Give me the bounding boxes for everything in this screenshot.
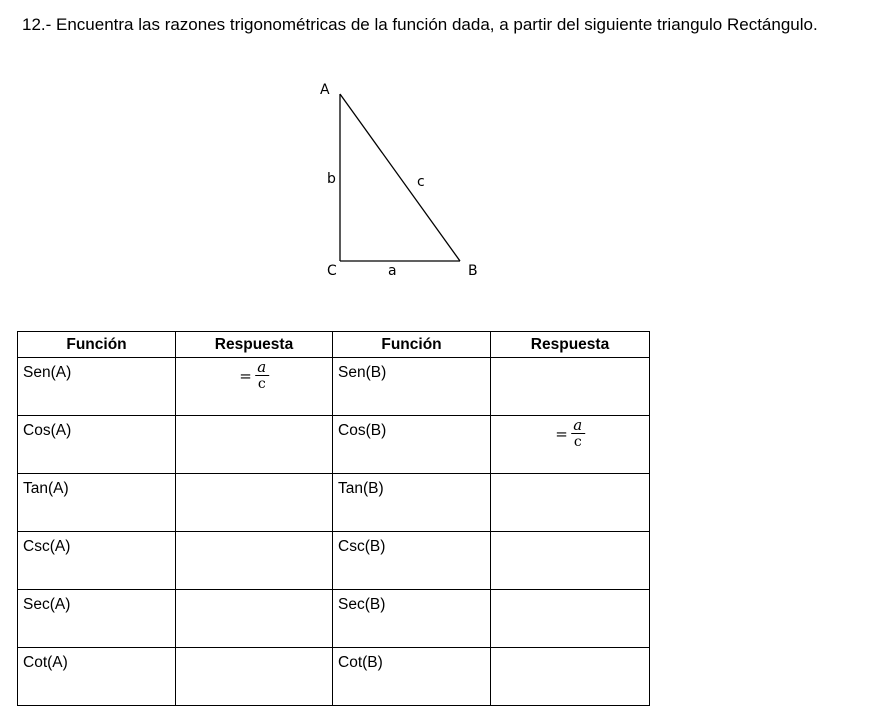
- table-row: [18, 358, 650, 416]
- vertex-c-label: C: [327, 263, 337, 279]
- function-cell-cot-b: Cot(B): [333, 648, 491, 706]
- function-cell-sec-b: Sec(B): [333, 590, 491, 648]
- side-c-label: c: [417, 174, 425, 190]
- equals-sign: =: [239, 367, 252, 385]
- function-cell-cos-a: Cos(A): [18, 416, 176, 474]
- table-row: [18, 532, 650, 590]
- header-funcion-b: Función: [333, 332, 491, 358]
- function-cell-tan-b: Tan(B): [333, 474, 491, 532]
- table-header-row: [18, 332, 650, 358]
- fraction: [571, 417, 585, 450]
- fraction-numerator: a: [573, 416, 583, 434]
- fraction-answer: [239, 359, 269, 392]
- function-cell-sen-a: Sen(A): [18, 358, 176, 416]
- answer-cell-tan-a[interactable]: [176, 474, 333, 532]
- right-triangle-figure: [300, 75, 500, 285]
- function-cell-sec-a: Sec(A): [18, 590, 176, 648]
- equals-sign: =: [555, 425, 568, 443]
- answer-cell-cot-a[interactable]: [176, 648, 333, 706]
- function-cell-cos-b: Cos(B): [333, 416, 491, 474]
- answer-cell-sec-a[interactable]: [176, 590, 333, 648]
- side-a-label: a: [388, 263, 397, 279]
- fraction-numerator: a: [257, 358, 267, 376]
- table-row: [18, 416, 650, 474]
- answer-cell-sen-b[interactable]: [491, 358, 650, 416]
- table-row: [18, 648, 650, 706]
- side-c-line: [340, 94, 460, 261]
- answer-cell-cos-a[interactable]: [176, 416, 333, 474]
- fraction-denominator: c: [257, 376, 266, 392]
- trig-ratios-table: [17, 331, 650, 706]
- vertex-b-label: B: [468, 263, 478, 279]
- function-cell-cot-a: Cot(A): [18, 648, 176, 706]
- right-triangle-diagram: [300, 75, 500, 285]
- header-funcion-a: Función: [18, 332, 176, 358]
- answer-cell-sen-a[interactable]: [176, 358, 333, 416]
- header-respuesta-b: Respuesta: [491, 332, 650, 358]
- function-cell-csc-b: Csc(B): [333, 532, 491, 590]
- function-cell-tan-a: Tan(A): [18, 474, 176, 532]
- answer-cell-sec-b[interactable]: [491, 590, 650, 648]
- answer-cell-tan-b[interactable]: [491, 474, 650, 532]
- fraction-answer: [555, 417, 585, 450]
- question-text: 12.- Encuentra las razones trigonométricas de la función dada, a partir del siguiente triangulo Rectángulo.: [22, 15, 818, 34]
- answer-cell-csc-a[interactable]: [176, 532, 333, 590]
- table-row: [18, 590, 650, 648]
- answer-cell-cos-b[interactable]: [491, 416, 650, 474]
- fraction-denominator: c: [573, 434, 582, 450]
- vertex-a-label: A: [320, 82, 330, 98]
- function-cell-sen-b: Sen(B): [333, 358, 491, 416]
- side-b-label: b: [327, 171, 336, 187]
- header-respuesta-a: Respuesta: [176, 332, 333, 358]
- fraction: [255, 359, 269, 392]
- function-cell-csc-a: Csc(A): [18, 532, 176, 590]
- table-row: [18, 474, 650, 532]
- answer-cell-csc-b[interactable]: [491, 532, 650, 590]
- answer-cell-cot-b[interactable]: [491, 648, 650, 706]
